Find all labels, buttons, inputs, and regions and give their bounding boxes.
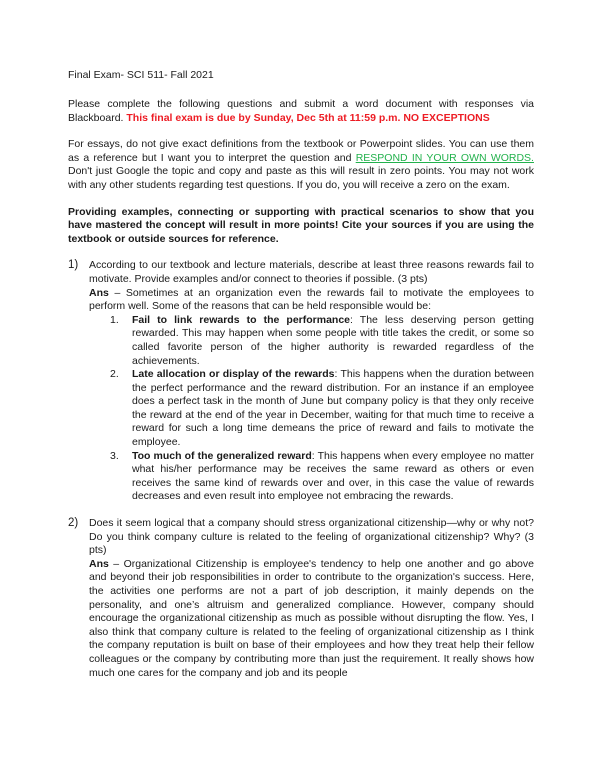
reason-body-3 xyxy=(132,450,534,504)
reason-heading-2: Late allocation or display of the rewards xyxy=(132,368,335,381)
reason-body-2 xyxy=(132,368,534,450)
reason-text-2: : This happens when the duration between the perfect performance and the reward distribution. For an instance if an employee does a perfect task in the month of June but company policy is that they only receive the reward at the end of the year in December, waiting for that much time to receive a reward for such a long time demeans the price of reward and fails to motivate the employee. xyxy=(132,368,535,449)
reason-item-3 xyxy=(110,450,534,504)
question-item-1 xyxy=(68,259,534,504)
answer-intro-1: Sometimes at an organization even the rewards fail to motivate the employees to perform well. Some of the reasons that can be held responsible would be: xyxy=(89,286,534,313)
question-body-2 xyxy=(89,517,534,680)
question-item-2 xyxy=(68,517,534,680)
reason-heading-1: Fail to link rewards to the performance xyxy=(132,313,351,326)
reason-number-3: 3. xyxy=(110,449,119,462)
reason-number-2: 2. xyxy=(110,368,119,381)
question-prompt-1: According to our textbook and lecture materials, describe at least three reasons rewards fail to motivate. Provide examples and/or connect to theories if possible. (3 pts) xyxy=(89,259,534,285)
due-date-notice: This final exam is due by Sunday, Dec 5th at 11:59 p.m. NO EXCEPTIONS xyxy=(126,111,490,124)
reason-item-1 xyxy=(110,314,534,368)
page-title: Final Exam- SCI 511- Fall 2021 xyxy=(68,69,214,81)
answer-dash-1: – xyxy=(108,286,126,299)
reason-number-1: 1. xyxy=(110,313,119,326)
question-number-2: 2) xyxy=(68,517,79,530)
reason-sublist-1 xyxy=(89,314,534,504)
reason-text-1: : The less deserving person getting rewarded. This may happen when some people with title takes the credit, or some so called favorite person of the higher authority is rewarded regardless of the achievements. xyxy=(132,313,534,367)
essay-rules-part1: For essays, do not give exact definitions from the textbook or Powerpoint slides. You can use them as a reference but I want you to interpret the question and xyxy=(68,138,534,164)
question-body-1 xyxy=(89,259,534,313)
reason-item-2 xyxy=(110,368,534,450)
essay-rules-part2: Don't just Google the topic and copy and paste as this will result in zero points. You may not work with any other students regarding test questions. If you do, you will receive a zero on the exam. xyxy=(68,165,534,191)
answer-dash-2: – xyxy=(108,557,124,570)
grading-note-paragraph: Providing examples, connecting or supporting with practical scenarios to show that you have mastered the concept will result in more points! Cite your sources if you are using the textbook or outside sources for reference. xyxy=(68,205,534,245)
question-prompt-2: Does it seem logical that a company should stress organizational citizenship—why or why not? Do you think company culture is related to the feeling of organizational citizenship? Why? (3 pts) xyxy=(89,517,534,557)
answer-label-2: Ans xyxy=(89,557,109,570)
answer-label-1: Ans xyxy=(89,286,109,299)
intro-paragraph xyxy=(68,98,534,125)
reason-heading-3: Too much of the generalized reward xyxy=(132,449,312,462)
essay-rules-paragraph xyxy=(68,138,534,192)
reason-text-3: : This happens when every employee no matter what his/her performance may be receives the same reward as others or even receives the same kind of rewards over and over, in this case the value of rewards decreases and even result into employee not embracing the rewards. xyxy=(132,449,534,503)
reason-body-1 xyxy=(132,314,534,368)
answer-intro-2: Organizational Citizenship is employee's tendency to help one another and go above and beyond their job responsibilities in order to contribute to the organization's success. Here, the activities one performs are not a part of job description, it mainly depends on the personality, and one’s altruism and generalized compliance. However, company should encourage the organizational citizenship as much as possible without disrupting the flow. Yes, I also think that company culture is related to the feeling of organizational citizenship as I think the company reputation is built on base of their employees and how they treat help their fellow colleagues or the company by contributing more than just the requirement. It really shows how much one cares for the company and job and its people xyxy=(89,557,534,679)
question-number-1: 1) xyxy=(68,259,79,272)
essay-rules-emphasis: RESPOND IN YOUR OWN WORDS. xyxy=(355,151,534,164)
intro-lead-text: Please complete the following questions and submit a word document with responses via Blackboard. xyxy=(68,98,534,124)
question-list xyxy=(68,259,534,680)
